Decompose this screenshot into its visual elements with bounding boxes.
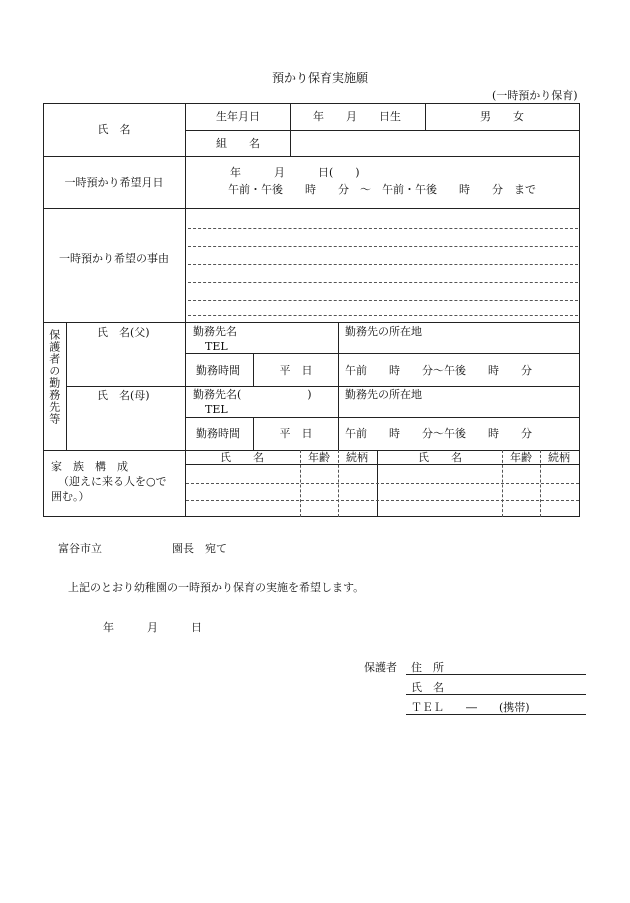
mother-name-label: 氏 名(母): [97, 389, 150, 402]
child-name-label: 氏 名: [97, 123, 131, 136]
request-date-value[interactable]: 年 月 日( ): [230, 166, 360, 179]
mother-tel-label: TEL: [205, 403, 228, 416]
father-address-label: 勤務先の所在地: [345, 325, 422, 338]
family-col-name: 氏 名: [220, 451, 264, 464]
mother-hours-value[interactable]: 午前 時 分〜午後 時 分: [345, 427, 532, 440]
family-note-1: （迎えに来る人を○で: [58, 475, 167, 488]
mother-hours-label: 勤務時間: [196, 427, 240, 440]
mother-employer-label: 勤務先名( ): [193, 388, 312, 401]
page-subtitle: (一時預かり保育): [492, 89, 578, 102]
mother-address-label: 勤務先の所在地: [345, 388, 422, 401]
address-underline[interactable]: [406, 674, 586, 675]
request-date-label: 一時預かり希望月日: [64, 176, 164, 189]
family-col-age-2: 年齢: [510, 451, 532, 464]
reason-label: 一時預かり希望の事由: [59, 252, 169, 265]
signature-guardian-label: 保護者: [364, 661, 397, 674]
name-underline[interactable]: [406, 694, 586, 695]
family-label: 家 族 構 成: [51, 460, 128, 473]
signature-tel-label: ＴＥＬ ― (携帯): [411, 701, 530, 714]
page-title: 預かり保育実施願: [271, 71, 369, 85]
family-col-relation: 続柄: [346, 451, 368, 464]
signature-address-label: 住 所: [411, 661, 444, 674]
request-time-value[interactable]: 午前・午後 時 分 〜 午前・午後 時 分 まで: [228, 183, 536, 196]
application-date[interactable]: 年 月 日: [103, 621, 202, 634]
father-tel-label: TEL: [205, 340, 228, 353]
family-col-age: 年齢: [308, 451, 330, 464]
tel-underline[interactable]: [406, 714, 586, 715]
father-hours-label: 勤務時間: [196, 364, 240, 377]
signature-name-label: 氏 名: [411, 681, 444, 694]
family-col-relation-2: 続柄: [548, 451, 570, 464]
statement-text: 上記のとおり幼稚園の一時預かり保育の実施を希望します。: [68, 581, 365, 594]
gender-options[interactable]: 男 女: [480, 110, 524, 123]
birthdate-label: 生年月日: [216, 110, 260, 123]
father-hours-value[interactable]: 午前 時 分〜午後 時 分: [345, 364, 532, 377]
father-weekday-label: 平 日: [279, 364, 313, 377]
family-note-2: 囲む。）: [51, 490, 90, 503]
father-name-label: 氏 名(父): [97, 326, 150, 339]
mother-weekday-label: 平 日: [279, 427, 313, 440]
father-employer-label: 勤務先名: [193, 325, 237, 338]
addressee-principal: 園長 宛て: [172, 542, 227, 555]
family-col-name-2: 氏 名: [418, 451, 462, 464]
addressee-city: 富谷市立: [58, 542, 102, 555]
birthdate-value[interactable]: 年 月 日生: [313, 110, 401, 123]
guardian-side-label: 保護者の勤務先等: [47, 329, 61, 425]
class-label: 組 名: [216, 137, 260, 150]
